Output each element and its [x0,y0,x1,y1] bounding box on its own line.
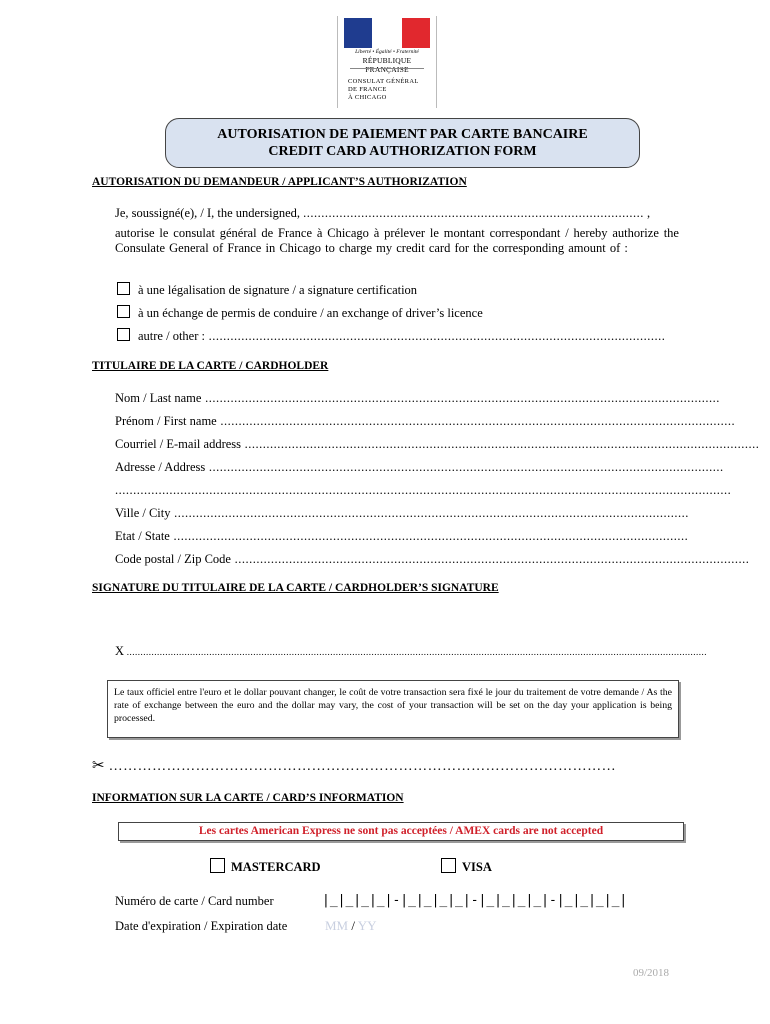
checkbox[interactable] [117,282,130,295]
scissors-icon: ✂ [92,756,105,774]
applicant-heading: AUTORISATION DU DEMANDEUR / APPLICANT’S AUTHORIZATION [92,176,467,188]
mastercard-option[interactable]: MASTERCARD [210,858,321,875]
card-number-label: Numéro de carte / Card number [115,894,274,908]
logo-divider [350,68,424,69]
last-name-field[interactable]: Nom / Last name .............................................................................................................................................. [115,391,720,405]
undersigned-dots[interactable]: .............................................................................................. [303,206,644,220]
undersigned-label: Je, soussigné(e), / I, the undersigned, [115,206,301,220]
state-field[interactable]: Etat / State .............................................................................................................................................. [115,529,689,543]
card-number-field[interactable]: |_|_|_|_|-|_|_|_|_|-|_|_|_|_|-|_|_|_|_| [322,893,628,908]
exchange-rate-notice: Le taux officiel entre l'euro et le dollar pouvant changer, le coût de votre transaction sera fixé le jour du traitement de votre demande / As the rate of exchange between the euro and the dollar may vary, the cost of your transaction will be set on the day your application is being processed. [107,680,679,738]
expiration-label: Date d'expiration / Expiration date [115,919,288,933]
logo-motto: Liberté • Égalité • Fraternité [355,49,419,55]
mastercard-checkbox[interactable] [210,858,225,873]
zip-code-field[interactable]: Code postal / Zip Code .............................................................................................................................................. [115,552,750,566]
card-info-heading: INFORMATION SUR LA CARTE / CARD’S INFORMATION [92,792,404,804]
address-field[interactable]: Adresse / Address .............................................................................................................................................. [115,460,724,474]
form-title-fr: AUTORISATION DE PAIEMENT PAR CARTE BANCAIRE [217,127,588,142]
undersigned-field[interactable]: Je, soussigné(e), / I, the undersigned, .............................................................................................. , [115,206,651,220]
option-driver-licence[interactable]: à un échange de permis de conduire / an exchange of driver’s licence [117,305,483,321]
cardholder-heading: TITULAIRE DE LA CARTE / CARDHOLDER [92,360,329,372]
french-flag-icon [344,18,430,48]
form-title-box [165,118,640,168]
logo-country: RÉPUBLIQUE FRANÇAISE [362,56,412,74]
authorization-paragraph: autorise le consulat général de France à Chicago à prélever le montant correspondant / hereby authorize the Consulate General of France in Chicago to charge my credit card for the corresponding amount of : [115,226,679,255]
option-signature-certification[interactable]: à une légalisation de signature / a signature certification [117,282,417,298]
republique-francaise-logo [337,16,437,108]
option-other[interactable]: autre / other : .............................................................................................................................. [117,328,677,344]
city-field[interactable]: Ville / City .............................................................................................................................................. [115,506,689,520]
visa-option[interactable]: VISA [441,858,492,875]
form-version-date: 09/2018 [633,967,670,979]
amex-not-accepted-notice: Les cartes American Express ne sont pas acceptées / AMEX cards are not accepted [118,822,684,841]
address-line-2-field[interactable]: .......................................................................................................................................................................... [115,483,732,497]
visa-checkbox[interactable] [441,858,456,873]
exp-separator: / [351,918,355,933]
checkbox[interactable] [117,328,130,341]
first-name-field[interactable]: Prénom / First name .............................................................................................................................................. [115,414,736,428]
form-title-en: CREDIT CARD AUTHORIZATION FORM [268,144,537,159]
signature-field[interactable]: X ................................................................................................................................................................................................................... [115,644,708,658]
checkbox[interactable] [117,305,130,318]
exp-year-input[interactable]: YY [357,918,377,933]
cut-line: ✂ …………………………………………………………………………………………… [92,756,617,774]
signature-heading: SIGNATURE DU TITULAIRE DE LA CARTE / CARDHOLDER’S SIGNATURE [92,582,499,594]
exp-month-input[interactable]: MM [325,918,349,933]
expiration-field[interactable] [325,918,377,934]
email-field[interactable]: Courriel / E-mail address .............................................................................................................................................. [115,437,760,451]
logo-consulate: CONSULAT GÉNÉRAL DE FRANCE À CHICAGO [348,78,419,101]
